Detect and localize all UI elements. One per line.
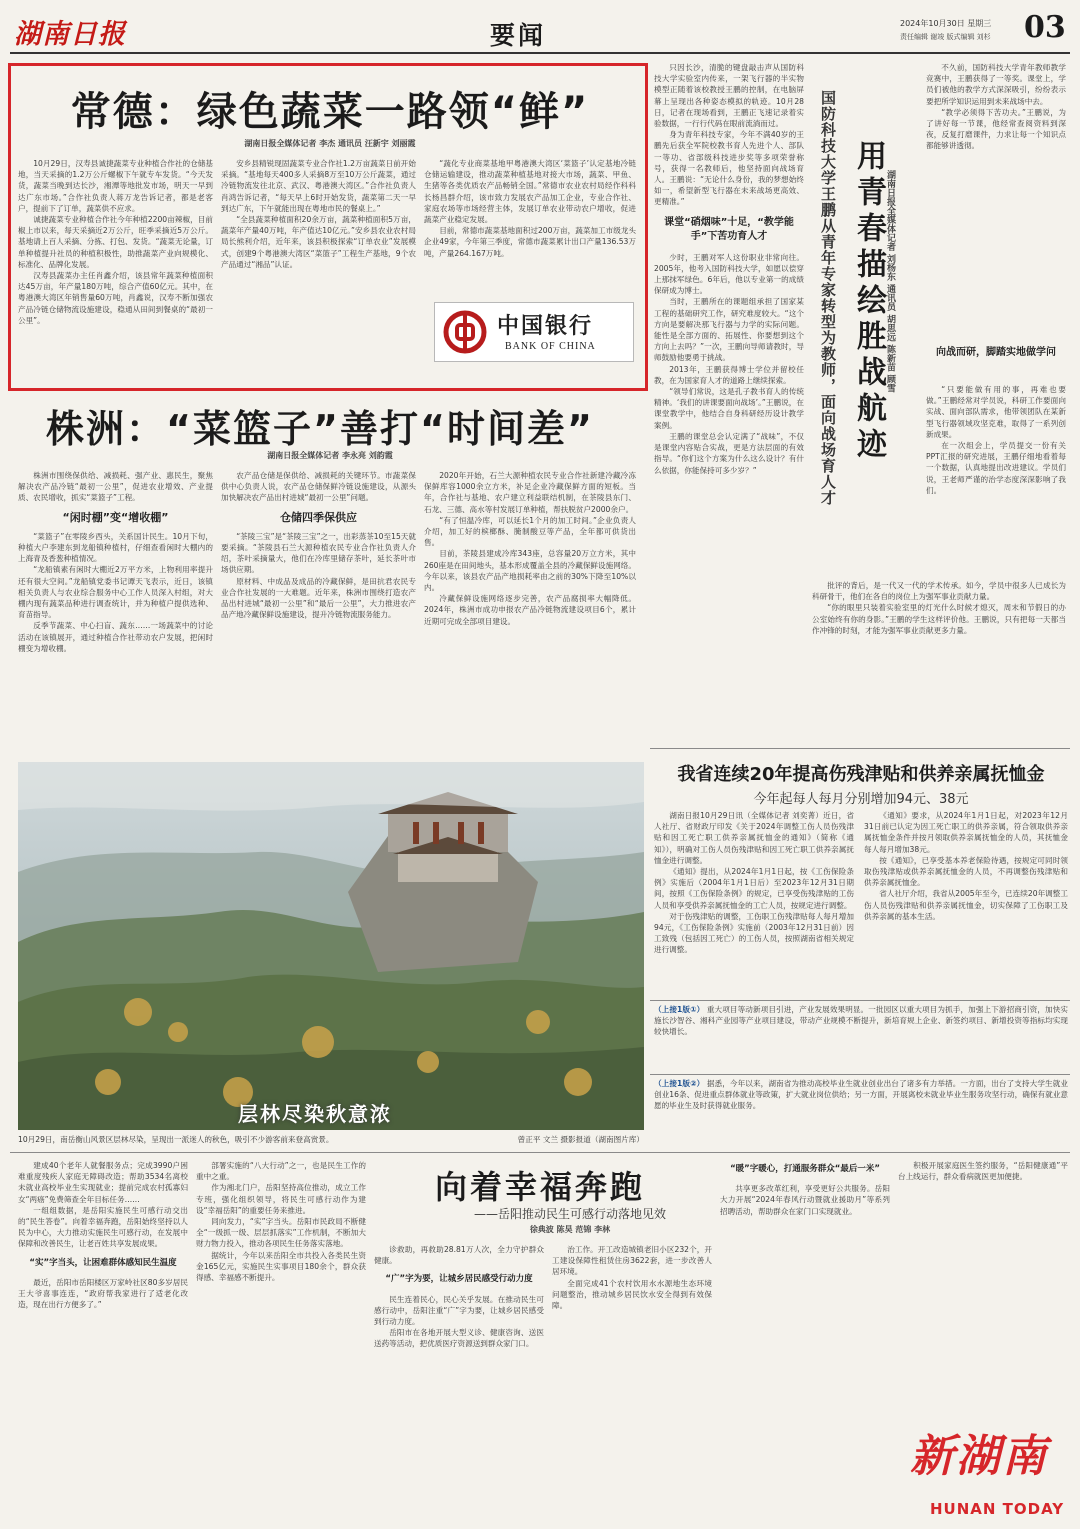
logo-cn: 新湖南 xyxy=(910,1431,1048,1482)
paragraph: “菜篮子”在零陵乡西头，关系国计民生。10月下旬，种植大户李建东到龙船镇种植村，仔细查看闲时大棚内的上海青及香葱种植情况。 xyxy=(18,531,213,564)
paragraph: 作为湘北门户，岳阳坚持高位推动，成立工作专班，强化组织领导，将民生可感行动作为建设“幸福岳阳”的重要任务来推进。 xyxy=(196,1183,366,1215)
happiness-subhead-3: “暖”字暖心，打通服务群众“最后一米” xyxy=(730,1164,880,1174)
paragraph: 反季节蔬菜、中心扫盲、蔬东……一场蔬菜中的讨论活动在该镇展开，通过种植合作社带动农户发展，把闲时棚变为增收棚。 xyxy=(18,621,213,653)
paragraph: 据统计，今年以来岳阳全市共投入各类民生资金165亿元，实施民生实事项目180余个，群众获得感、幸福感不断提升。 xyxy=(196,1250,366,1283)
continued-1 xyxy=(654,1004,1068,1070)
paragraph: 当时，王鹏所在的课题组承担了国家某工程的基础研究工作，研究难度较大。“这个方向是要解决那飞行器与力学的实际问题。能性是全部方面的、拓展性、你要想到这个方向上去吗？”一次，王鹏向导师请教时，导师鼓励他要勇于挑战。 xyxy=(654,297,804,363)
paragraph: 批评的背后，是一代又一代的学术传承。如今，学员中很多人已成长为科研骨干，他们在各自的岗位上为强军事业贡献力量。 xyxy=(812,581,1066,602)
paragraph: “蔬化专业商菜基地甲粤港澳大湾区‘菜篮子’认定基地冷链仓储运输建设，推动蔬菜种植基地对接大市场，蔬菜、甲鱼、生猪等各类优质农产品畅销全国。”常德市农业农村局经作科科长杨昌群介绍，该市致力发展农产品加工企业，专业合作社、家庭农场等市场经营主体，发展订单农业带动农户增收，促进蔬菜产业稳定发展。 xyxy=(424,159,636,225)
paragraph: 目前，常德市蔬菜基地面积过200万亩，蔬菜加工市级龙头企业49家，今年第三季度，常德市蔬菜累计出口产量136.53万吨，产量264.167万吨。 xyxy=(424,226,636,258)
divider-bottom xyxy=(10,1152,1070,1153)
disability-deck: 今年起每人每月分别增加94元、38元 xyxy=(753,792,969,807)
continued-1-body: 重大项目等动新项目引进，产业发展效果明显。一批园区以重大项目为抓手，加强上下游招商引资，加快实施长沙智谷、湘科产业园等产业项目建设，带动产业规模不断提升，新培育规上企业、新签约项目、新增投资等指标均实现较快增长。 xyxy=(654,1005,1068,1037)
paragraph: 农产品仓储是保供给、减损耗的关键环节。市蔬菜保供中心负责人说，农产品仓储保鲜冷链设施建设，从源头加快解决农产品出村进城“最初一公里”问题。 xyxy=(221,471,416,503)
happiness-headline: 向着幸福奔跑 xyxy=(434,1168,645,1206)
paragraph: “有了恒温冷库，可以延长1个月的加工时间。”企业负责人介绍，加工好的槟榔酥、腌制酸豆等产品，全年都可供货出售。 xyxy=(424,515,636,548)
zhuzhou-col-3 xyxy=(424,470,636,738)
disability-col-2 xyxy=(864,810,1068,996)
weekday: 星期三 xyxy=(967,19,992,28)
temple-photo xyxy=(18,762,644,1130)
photo-caption xyxy=(18,1134,644,1145)
bank-of-china-ad xyxy=(434,302,634,362)
page-number: 03 xyxy=(1024,10,1066,45)
paragraph: 湖南日报10月29日讯（全媒体记者 刘奕菁）近日，省人社厅、省财政厅印发《关于2024年调整工伤人员伤残津贴和因工死亡职工供养亲属抚恤金的通知》（简称《通知》），明确对工伤人员伤残津贴和因工死亡职工供养亲属抚恤金进行调整。 xyxy=(654,811,854,865)
divider-continued xyxy=(650,1000,1070,1001)
happiness-col-3 xyxy=(374,1244,544,1520)
happiness-subhead-1: “实”字当头，让困难群体感知民生温度 xyxy=(29,1257,177,1268)
paragraph: 《通知》提出，从2024年1月1日起，按《工伤保险条例》实施后（2004年1月1日后）至2023年12月31日期间，按照《工伤保险条例》的规定，已享受伤残津贴的工伤人员和享受供养亲属抚恤金的工亡人员，按规定进行调整。 xyxy=(654,867,854,910)
zhuzhou-col-1 xyxy=(18,470,213,738)
paragraph: 只因长沙，清脆的键盘敲击声从国防科技大学实验室内传来，一架飞行器的半实物模型正随着该校教授王鹏的控制，在电脑屏幕上呈现出各种姿态模拟的轨迹。10月28日，记者在现场看到，王鹏正飞速记录着实验数据，一行行代码在眼前流淌而过。 xyxy=(654,63,804,129)
paragraph: 建成40个老年人就餐服务点；完成3990户困难重度残疾人家庭无障碍改造；帮助3534名离校未就业高校毕业生实现就业；提前完成农村孤寡妇女“两癌”免费筛查全年目标任务…… xyxy=(18,1161,188,1204)
divider-continued-2 xyxy=(650,1074,1070,1075)
paragraph: 省人社厅介绍，我省从2005年至今，已连续20年调整工伤人员伤残津贴和供养亲属抚恤金，切实保障了工伤职工及供养亲属的基本生活。 xyxy=(864,889,1068,921)
paragraph: 身为青年科技专家，今年不满40岁的王鹏先后获全军院校教书育人先进个人、部队一等功、省部级科技进步奖等多项荣誉称号，获得一名教师后，他坚持面向战场育人。王鹏说：“无论什么身份，我的梦想始终如一，希望新型飞行器在未来战场更高效、更精准。” xyxy=(654,130,804,207)
disability-col-1 xyxy=(654,810,854,996)
paragraph: 《通知》要求，从2024年1月1日起，对2023年12月31日前已认定为因工死亡职工的供养亲属，符合领取供养亲属抚恤金条件并按月领取供养亲属抚恤金的人员，其抚恤金每人每月增加38元。 xyxy=(864,811,1068,854)
changde-col-3 xyxy=(424,158,636,298)
guofang-col-4 xyxy=(812,580,1066,742)
happiness-col-4 xyxy=(552,1244,712,1520)
paragraph: “只要能做有用的事，再难也要做。”王鹏经常对学员说，科研工作要面向实战、面向部队需求，他带领团队在某新型飞行器领域攻坚克难，取得了一系列创新成果。 xyxy=(926,385,1066,439)
happiness-col-2 xyxy=(196,1160,366,1520)
paragraph: 目前，茶陵县建成冷库343座，总容量20万立方米，其中260座是在田间地头，基本形成覆盖全县的冷藏保鲜设施网络。今年以来，该县农产品产地损耗率由之前的30%下降至10%以内。 xyxy=(424,549,636,593)
masthead-rule xyxy=(10,52,1070,54)
divider-right-top xyxy=(650,748,1070,749)
paragraph: 冷藏保鲜设施网络逐步完善，农产品腐损率大幅降低。2024年，株洲市成功申报农产品冷链物流建设项目6个，累计近期可完成全部项目建设。 xyxy=(424,594,636,626)
continued-1-label: （上接1版①） xyxy=(654,1005,705,1014)
date: 2024年10月30日 xyxy=(900,19,965,28)
paragraph: 最近，岳阳市岳阳楼区万家岭社区80多岁居民王大爷喜事连连，“政府帮我家进行了适老化改造，现在出行方便多了。” xyxy=(18,1277,188,1310)
section-title: 要闻 xyxy=(490,21,547,50)
zhuzhou-byline: 湖南日报全媒体记者 李永亮 刘韵霞 xyxy=(267,451,393,460)
paper-logo: 湖南日报 xyxy=(14,19,126,50)
paragraph: 不久前，国防科技大学青年教师教学竞赛中，王鹏获得了一等奖。课堂上，学员们被他的教学方式深深吸引，纷纷表示要把所学知识运用到未来战场中去。 xyxy=(926,63,1066,106)
paragraph: “茶陵三宝”是“茶陵三宝”之一，出彩蒸茶10至15天就要采摘。“茶陵县石兰大源种植农民专业合作社负责人介绍，茶叶采摘量大，他们在冷库里储存茶叶，延长茶叶市场供应期。 xyxy=(221,531,416,575)
guofang-subhead-1: 课堂“硝烟味”十足，“教学能手”下苦功育人才 xyxy=(664,216,794,242)
happiness-byline: 徐典波 陈昊 范锦 李林 xyxy=(529,1225,611,1234)
paragraph: 按《通知》，已享受基本养老保险待遇，按规定可同时领取伤残津贴或供养亲属抚恤金的人员，不再调整伤残津贴和供养亲属抚恤金。 xyxy=(864,855,1068,888)
changde-col-1 xyxy=(18,158,213,384)
guofang-deck: 国防科技大学王鹏从青年专家转型为教师，面向战场育人才 xyxy=(819,90,837,506)
paragraph: 诚捷蔬菜专业种植合作社今年种植2200亩辣椒，目前椒上市以来，每天采摘近2万公斤，旺季采摘近5万公斤。基地请上百人采摘、分拣、打包、发货。“蔬菜无论量，订单种植提升社员的种植积极性，助推蔬菜产业向规模化、标准化、品牌化发展。 xyxy=(18,215,213,269)
paragraph: “龙船镇素有闲时大棚近2万平方米，上物利用率提升还有很大空间。”龙船镇党委书记谭天飞表示，近日，该镇相关负责人与农业综合服务中心工作人员深入村组，对大棚内现有蔬菜品种进行调查统计，并为种植户提供选种、育苗指导。 xyxy=(18,565,213,620)
paragraph: “教学必须得下苦功夫。”王鹏说，为了讲好每一节课，他经常查阅资料到深夜，反复打磨课件，力求让每一个知识点都能够讲透彻。 xyxy=(926,107,1066,151)
paragraph: “你的眼里只装着实验室里的灯光什么时候才熄灭，周末和节假日的办公室始终有你的身影。”王鹏的学生这样评价他。王鹏说，只有把每一天都当作冲锋的时刻，才能为强军事业贡献更多力量。 xyxy=(812,603,1066,635)
paragraph: 株洲市围绕保供给、减损耗、强产业、惠民生，聚焦解决农产品冷链“最初一公里”，促进农业增效、产业提质、农民增收，抓实“菜篮子”工程。 xyxy=(18,471,213,503)
bank-of-china-logo-icon xyxy=(443,310,487,354)
happiness-subhead-2: “广”字为要，让城乡居民感受行动力度 xyxy=(385,1274,533,1285)
paragraph: 汉寿县蔬菜办主任肖鑫介绍，该县常年蔬菜种植面积达45万亩，年产量180万吨，综合产值60亿元。其中，在粤港澳大湾区年销售量60万吨，肖鑫说，汉寿不断加强农产品冷链仓储物流设施建设，稳通从田间到餐桌的“最初一公里”。 xyxy=(18,271,213,325)
hunan-today-logo xyxy=(900,1420,1070,1525)
bank-name-cn: 中国银行 xyxy=(497,313,594,339)
paragraph: 全面完成41个农村饮用水水源地生态环境问题整治，推动城乡居民饮水安全得到有效保障。 xyxy=(552,1278,712,1311)
bank-name-en: BANK OF CHINA xyxy=(505,341,596,352)
paragraph: 2013年，王鹏获得博士学位并留校任教，在为国家育人才的道路上继续探索。 xyxy=(654,364,804,385)
continued-2 xyxy=(654,1078,1068,1150)
happiness-col-5 xyxy=(720,1160,890,1520)
paragraph: “全县蔬菜种植面积20余万亩，蔬菜种植面积5万亩，蔬菜年产量40万吨，年产值达10亿元。”安乡县农业农村局局长熊利介绍，近年来，该县积极探索“订单农业”发展模式，创建9个粤港澳大湾区“菜篮子”工程生产基地，9个农产品通过“湘品”认证。 xyxy=(221,215,416,269)
happiness-col-1 xyxy=(18,1160,188,1520)
zhuzhou-headline: 株洲：“菜篮子”善打“时间差” xyxy=(46,407,594,451)
paragraph: 安乡县精锐现固蔬菜专业合作社1.2万亩蔬菜日前开始采摘。“基地每天400多人采摘8万至10万公斤蔬菜，通过冷链物流发往北京、武汉、粤港澳大湾区。”合作社负责人肖鸿告诉记者，“每天早上6时开始发货，蔬菜第二天一早到达广东，下午就能出现在粤地市民的餐桌上。” xyxy=(221,159,416,213)
disability-headline: 我省连续20年提高伤残津贴和供养亲属抚恤金 xyxy=(677,764,1045,785)
paragraph: “领导们常说，这是孔子教书育人的传统精神。‘我们的讲课要面向战场’。”王鹏说，在课堂教学中，他结合自身科研经历设计教学案例。 xyxy=(654,387,804,430)
paragraph: 治工作。开工改造城镇老旧小区232个，开工建设保障性租赁住房3622套，进一步改善人居环境。 xyxy=(552,1245,712,1277)
changde-byline: 湖南日报全媒体记者 李杰 通讯员 汪新宇 刘丽霞 xyxy=(244,139,416,148)
paragraph: 诊救助，再救助28.81万人次，全力守护群众健康。 xyxy=(374,1245,544,1266)
continued-2-label: （上接1版②） xyxy=(654,1079,705,1088)
mountain-temple-illustration xyxy=(18,762,644,1130)
zhuzhou-subhead-1: “闲时棚”变“增收棚” xyxy=(62,510,169,524)
guofang-headline: 用青春描绘胜战航迹 xyxy=(851,140,886,464)
photo-caption-title: 层林尽染秋意浓 xyxy=(238,1102,392,1126)
paragraph: 王鹏的课堂总会认定满了“战味”，不仅是课堂内容贴合实战，更是方法层面的有效指导。“你们这个方案为什么这么设计？有什么依据，你能保持可多少岁？” xyxy=(654,431,804,475)
guofang-subhead-2: 向战而研，脚踏实地做学问 xyxy=(936,347,1056,358)
happiness-col-6 xyxy=(898,1160,1068,1410)
zhuzhou-col-2 xyxy=(221,470,416,738)
guofang-col-2 xyxy=(926,62,1066,352)
changde-col-2 xyxy=(221,158,416,384)
continued-2-body: 据悉，今年以来，湖南省为推动高校毕业生就业创业出台了诸多有力举措。一方面，出台了支持大学生就业创业16条、促进重点群体就业等政策，扩大就业岗位供给；另一方面，开展离校未就业毕业生服务攻坚行动，确保有就业意愿的毕业生及时获得就业服务。 xyxy=(654,1079,1068,1111)
photo-credit: 曾正平 文兰 摄影报道（湖南图片库） xyxy=(517,1135,644,1144)
photo-caption-text: 10月29日，南岳衡山风景区层林尽染，呈现出一派迷人的秋色，吸引不少游客前来登高赏景。 xyxy=(18,1135,334,1144)
paragraph: 积极开展家庭医生签约服务，“岳阳健康通”平台上线运行，群众看病就医更加便捷。 xyxy=(898,1161,1068,1182)
editors-line: 责任编辑 谢竣 版式编辑 刘杉 xyxy=(900,33,991,41)
paragraph: 同向发力，“实”字当头。岳阳市民政局不断健全“一级抓一级、层层抓落实”工作机制，不断加大财力物力投入，推动各项民生任务落实落地。 xyxy=(196,1217,366,1249)
guofang-col-1 xyxy=(654,62,804,742)
paragraph: 一组组数据，是岳阳实施民生可感行动交出的“民生答卷”。向着幸福奔跑，岳阳始终坚持以人民为中心，大力推动实施民生可感行动，在发展中保障和改善民生，让老百姓共享发展成果。 xyxy=(18,1205,188,1249)
paragraph: 在一次组会上，学员提交一份有关PPT汇报的研究进展，王鹏仔细地看着每一个数据，认真地提出改进建议。学员们说，王老师严谨的治学态度深深影响了我们。 xyxy=(926,441,1066,495)
issue-date xyxy=(900,18,991,29)
paragraph: 民生连着民心，民心关乎发展。在推动民生可感行动中，岳阳注重“广”字为要，让城乡居民感受到行动力度。 xyxy=(374,1294,544,1327)
paragraph: 原材料、中成品及成品的冷藏保鲜，是田抗君农民专业合作社发展的一大难题。近年来，株洲市围绕打造农产品出村进城“最初一公里”和“最后一公里”，大力推进农产品产地冷藏保鲜设施建设，提升冷链物流服务能力。 xyxy=(221,576,416,620)
paragraph: 岳阳市在各地开展大型义诊、健康咨询、送医送药等活动，把优质医疗资源送到群众家门口。 xyxy=(374,1328,544,1349)
paragraph: 2020年开始，石兰大源种植农民专业合作社新建冷藏冷冻保鲜库容1000余立方米，补足企业冷藏保鲜方面的短板。当年，合作社与基地、农户建立利益联结机制，在茶陵县东门、石龙、三德、高水等村发展订单种植，帮扶脱贫户2000余户。 xyxy=(424,471,636,514)
paragraph: 10月29日，汉寿县诚捷蔬菜专业种植合作社的仓储基地，当天采摘的1.2万公斤螺椒下午就专车发货。“今天发货，蔬菜当晚到达长沙，湘潭等地批发市场，明天一早到达广东市场。”合作社负责人蒋万龙告诉记者，都是老客户，提前下了订单，蔬菜供不应求。 xyxy=(18,159,213,213)
happiness-deck: ——岳阳推动民生可感行动落地见效 xyxy=(473,1207,666,1221)
paragraph: 对于伤残津贴的调整，工伤职工伤残津贴每人每月增加94元，《工伤保险条例》实施前（2003年12月31日前）因工致残（包括因工死亡）的工伤人员，按照湖南省相关规定进行调整。 xyxy=(654,911,854,955)
guofang-col-3 xyxy=(926,384,1066,574)
paragraph: 部署实施的“八大行动”之一，也是民生工作的重中之重。 xyxy=(196,1161,366,1182)
paragraph: 少时，王鹏对军人这份职业非常向往。2005年，他考入国防科技大学，如愿以偿穿上那抹军绿色。6年后，他以专业第一的成绩保研成为博士。 xyxy=(654,252,804,296)
changde-headline: 常德：绿色蔬菜一路领“鲜” xyxy=(70,89,590,135)
guofang-byline: 湖南日报全媒体记者 刘杨东 通讯员 胡思远 陈新苗 顾雪 xyxy=(885,170,895,393)
logo-en: HUNAN TODAY xyxy=(930,1500,1065,1518)
zhuzhou-subhead-2: 仓储四季保供应 xyxy=(280,510,357,524)
paragraph: 共享更多改革红利，享受更好公共服务。岳阳大力开展“2024年春风行动暨就业援助月”等系列招聘活动，帮助群众在家门口实现就业。 xyxy=(720,1184,890,1216)
